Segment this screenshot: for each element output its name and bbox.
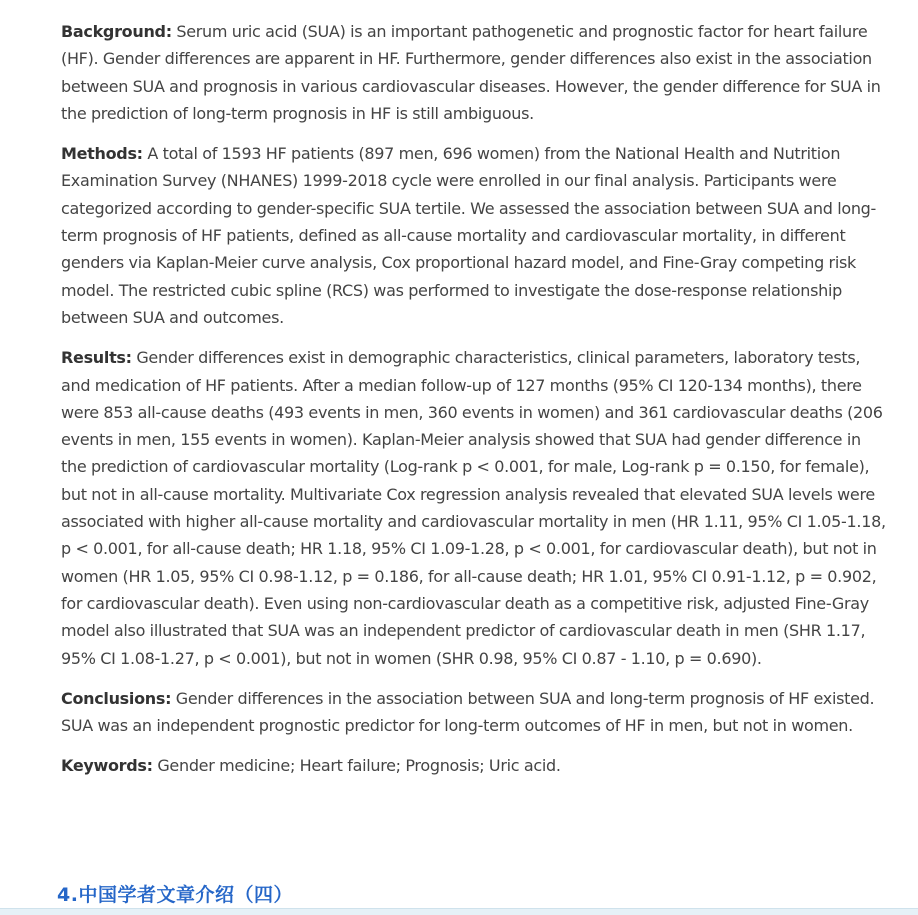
section-heading: 4.中国学者文章介绍（四） [57, 884, 293, 906]
keywords-paragraph [61, 752, 887, 779]
conclusions-text: Gender differences in the association between SUA and long-term prognosis of HF existed. SUA was an independent prognostic predictor for long-term outcomes of HF in men, but not in women. [61, 688, 875, 736]
background-label: Background: [61, 22, 172, 41]
methods-text: A total of 1593 HF patients (897 men, 696 women) from the National Health and Nutrition Examination Survey (NHANES) 1999-2018 cycle were enrolled in our final analysis. Participants were categorized according to gender-specific SUA tertile. We assessed the association between SUA and long-term prognosis of HF patients, defined as all-cause mortality and cardiovascular mortality, in different genders via Kaplan-Meier curve analysis, Cox proportional hazard model, and Fine-Gray competing risk model. The restricted cubic spline (RCS) was performed to investigate the dose-response relationship between SUA and outcomes. [61, 144, 877, 327]
results-text: Gender differences exist in demographic characteristics, clinical parameters, laboratory tests, and medication of HF patients. After a median follow-up of 127 months (95% CI 120-134 months), there were 853 all-cause deaths (493 events in men, 360 events in women) and 361 cardiovascular deaths (206 events in men, 155 events in women). Kaplan-Meier analysis showed that SUA had gender difference in the prediction of cardiovascular mortality (Log-rank p < 0.001, for male, Log-rank p = 0.150, for female), but not in all-cause mortality. Multivariate Cox regression analysis revealed that elevated SUA levels were associated with higher all-cause mortality and cardiovascular mortality in men (HR 1.11, 95% CI 1.05-1.18, p < 0.001, for all-cause death; HR 1.18, 95% CI 1.09-1.28, p < 0.001, for cardiovascular death), but not in women (HR 1.05, 95% CI 0.98-1.12, p = 0.186, for all-cause death; HR 1.01, 95% CI 0.91-1.12, p = 0.902, for cardiovascular death). Even using non-cardiovascular death as a competitive risk, adjusted Fine-Gray model also illustrated that SUA was an independent predictor of cardiovascular death in men (SHR 1.17, 95% CI 1.08-1.27, p < 0.001), but not in women (SHR 0.98, 95% CI 0.87 - 1.10, p = 0.690). [61, 348, 886, 668]
methods-paragraph [61, 140, 887, 331]
background-paragraph [61, 18, 887, 127]
keywords-text: Gender medicine; Heart failure; Prognosis; Uric acid. [152, 756, 561, 776]
results-paragraph [61, 344, 887, 672]
bottom-scroll-strip [0, 908, 918, 915]
results-label: Results: [61, 348, 132, 368]
methods-label: Methods: [61, 144, 143, 164]
conclusions-label: Conclusions: [61, 688, 172, 708]
keywords-label: Keywords: [61, 756, 153, 776]
abstract-body [61, 18, 887, 793]
background-text: Serum uric acid (SUA) is an important pathogenetic and prognostic factor for heart failure (HF). Gender differences are apparent in HF. Furthermore, gender differences also exist in the association between SUA and prognosis in various cardiovascular diseases. However, the gender difference for SUA in the prediction of long-term prognosis in HF is still ambiguous. [61, 22, 881, 123]
conclusions-paragraph [61, 685, 887, 740]
